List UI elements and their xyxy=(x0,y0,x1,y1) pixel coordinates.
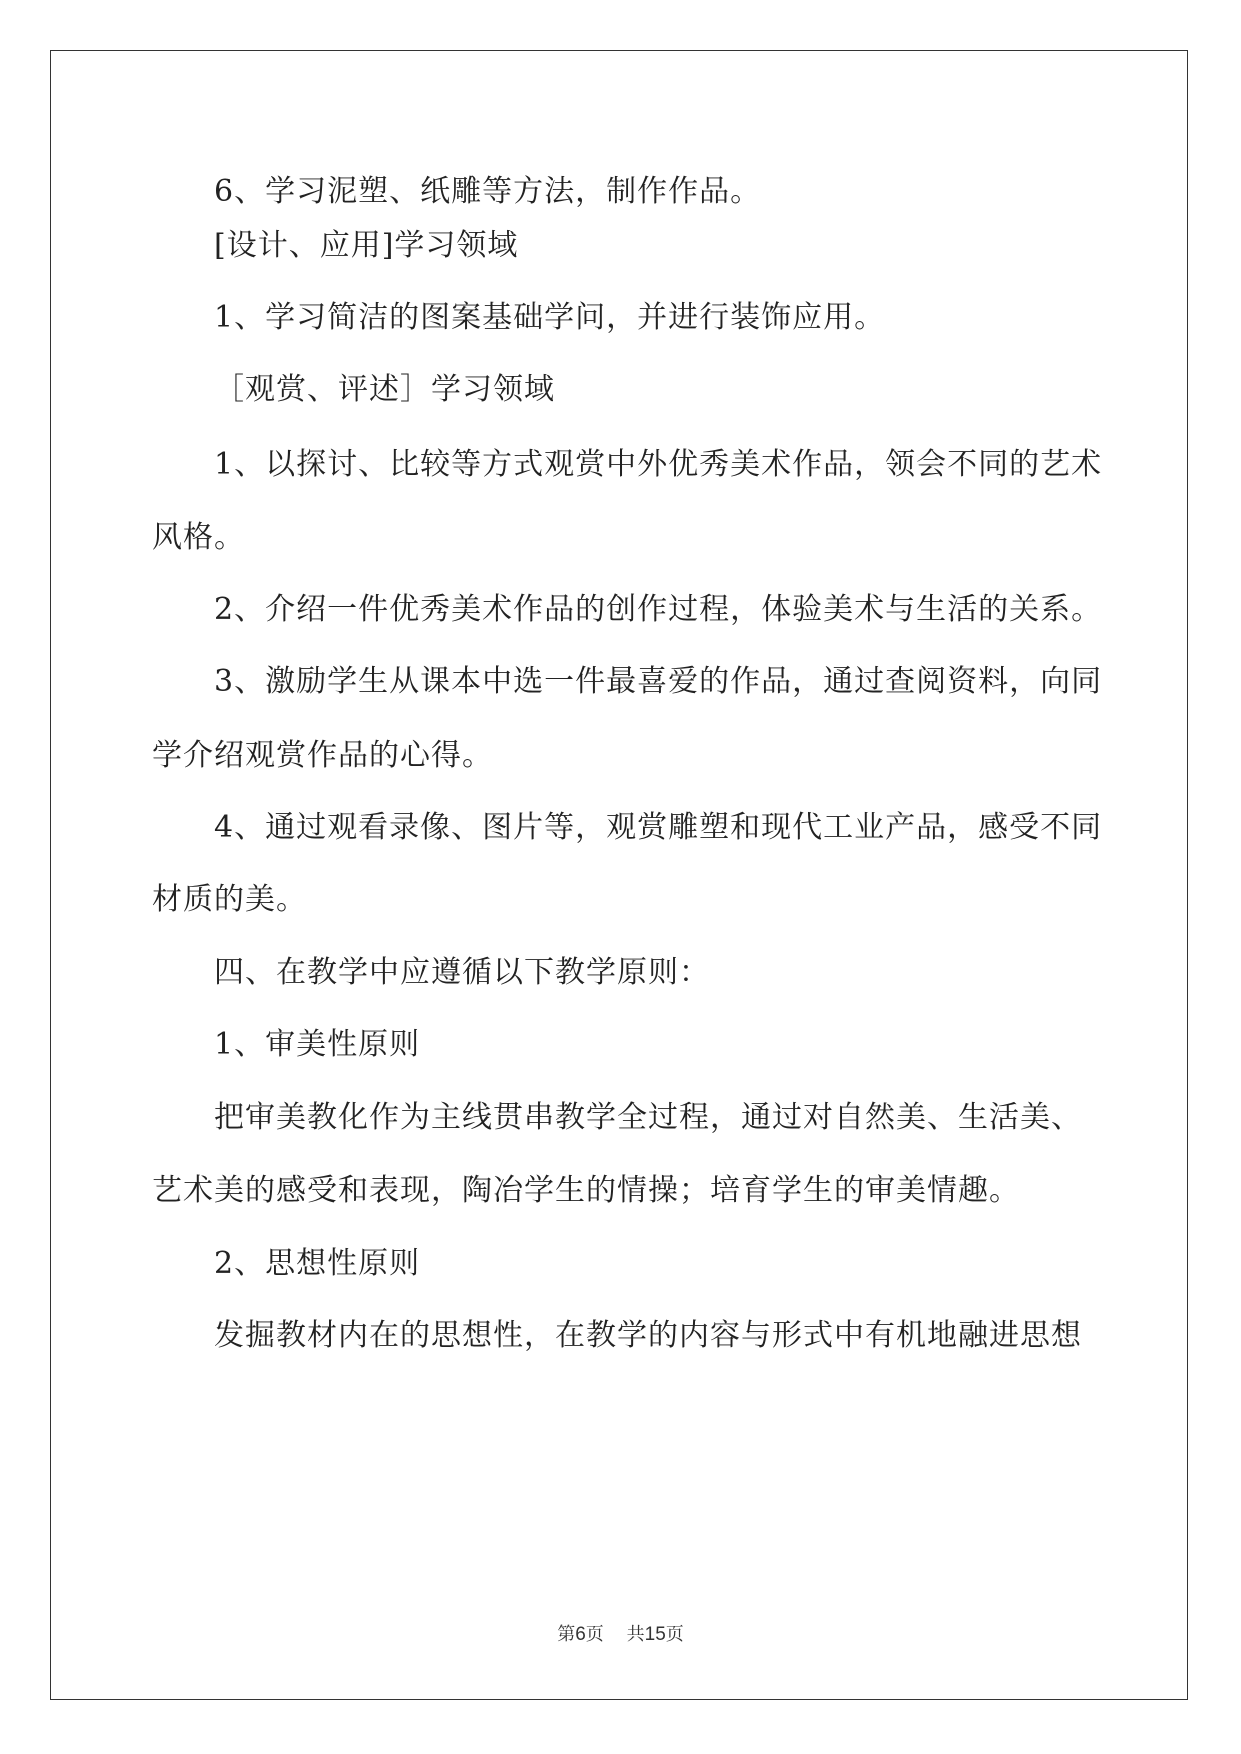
section-heading-design: [设计、应用]学习领域 xyxy=(214,228,519,263)
paragraph-item-6: 6、学习泥塑、纸雕等方法，制作作品。 xyxy=(214,174,762,209)
section-heading-appreciation: ［观赏、评述］学习领域 xyxy=(214,372,555,407)
footer-total-pages: 15 xyxy=(644,1624,666,1645)
subheading-ideological: 2、思想性原则 xyxy=(214,1246,421,1281)
paragraph-line: 材质的美。 xyxy=(152,882,307,917)
section-heading-principles: 四、在教学中应遵循以下教学原则： xyxy=(214,955,710,990)
paragraph-line: 4、通过观看录像、图片等，观赏雕塑和现代工业产品，感受不同 xyxy=(214,810,1103,845)
paragraph-line: 1、以探讨、比较等方式观赏中外优秀美术作品，领会不同的艺术 xyxy=(214,447,1103,482)
paragraph-item-1: 1、学习简洁的图案基础学问，并进行装饰应用。 xyxy=(214,300,886,335)
page-footer xyxy=(0,1623,1241,1647)
paragraph-line: 3、激励学生从课本中选一件最喜爱的作品，通过查阅资料，向同 xyxy=(214,664,1103,699)
footer-page-suffix: 页 xyxy=(585,1624,604,1645)
paragraph-line: 把审美教化作为主线贯串教学全过程，通过对自然美、生活美、 xyxy=(214,1100,1082,1135)
footer-page-number: 6 xyxy=(575,1624,586,1645)
footer-total-prefix: 共 xyxy=(626,1624,645,1645)
paragraph-line: 风格。 xyxy=(152,520,245,555)
paragraph-line: 2、介绍一件优秀美术作品的创作过程，体验美术与生活的关系。 xyxy=(214,592,1103,627)
footer-total-suffix: 页 xyxy=(665,1624,684,1645)
paragraph-line: 艺术美的感受和表现，陶冶学生的情操；培育学生的审美情趣。 xyxy=(152,1173,1020,1208)
paragraph-line: 发掘教材内在的思想性，在教学的内容与形式中有机地融进思想 xyxy=(214,1318,1082,1353)
subheading-aesthetic: 1、审美性原则 xyxy=(214,1027,421,1062)
footer-page-prefix: 第 xyxy=(557,1624,576,1645)
paragraph-line: 学介绍观赏作品的心得。 xyxy=(152,738,493,773)
